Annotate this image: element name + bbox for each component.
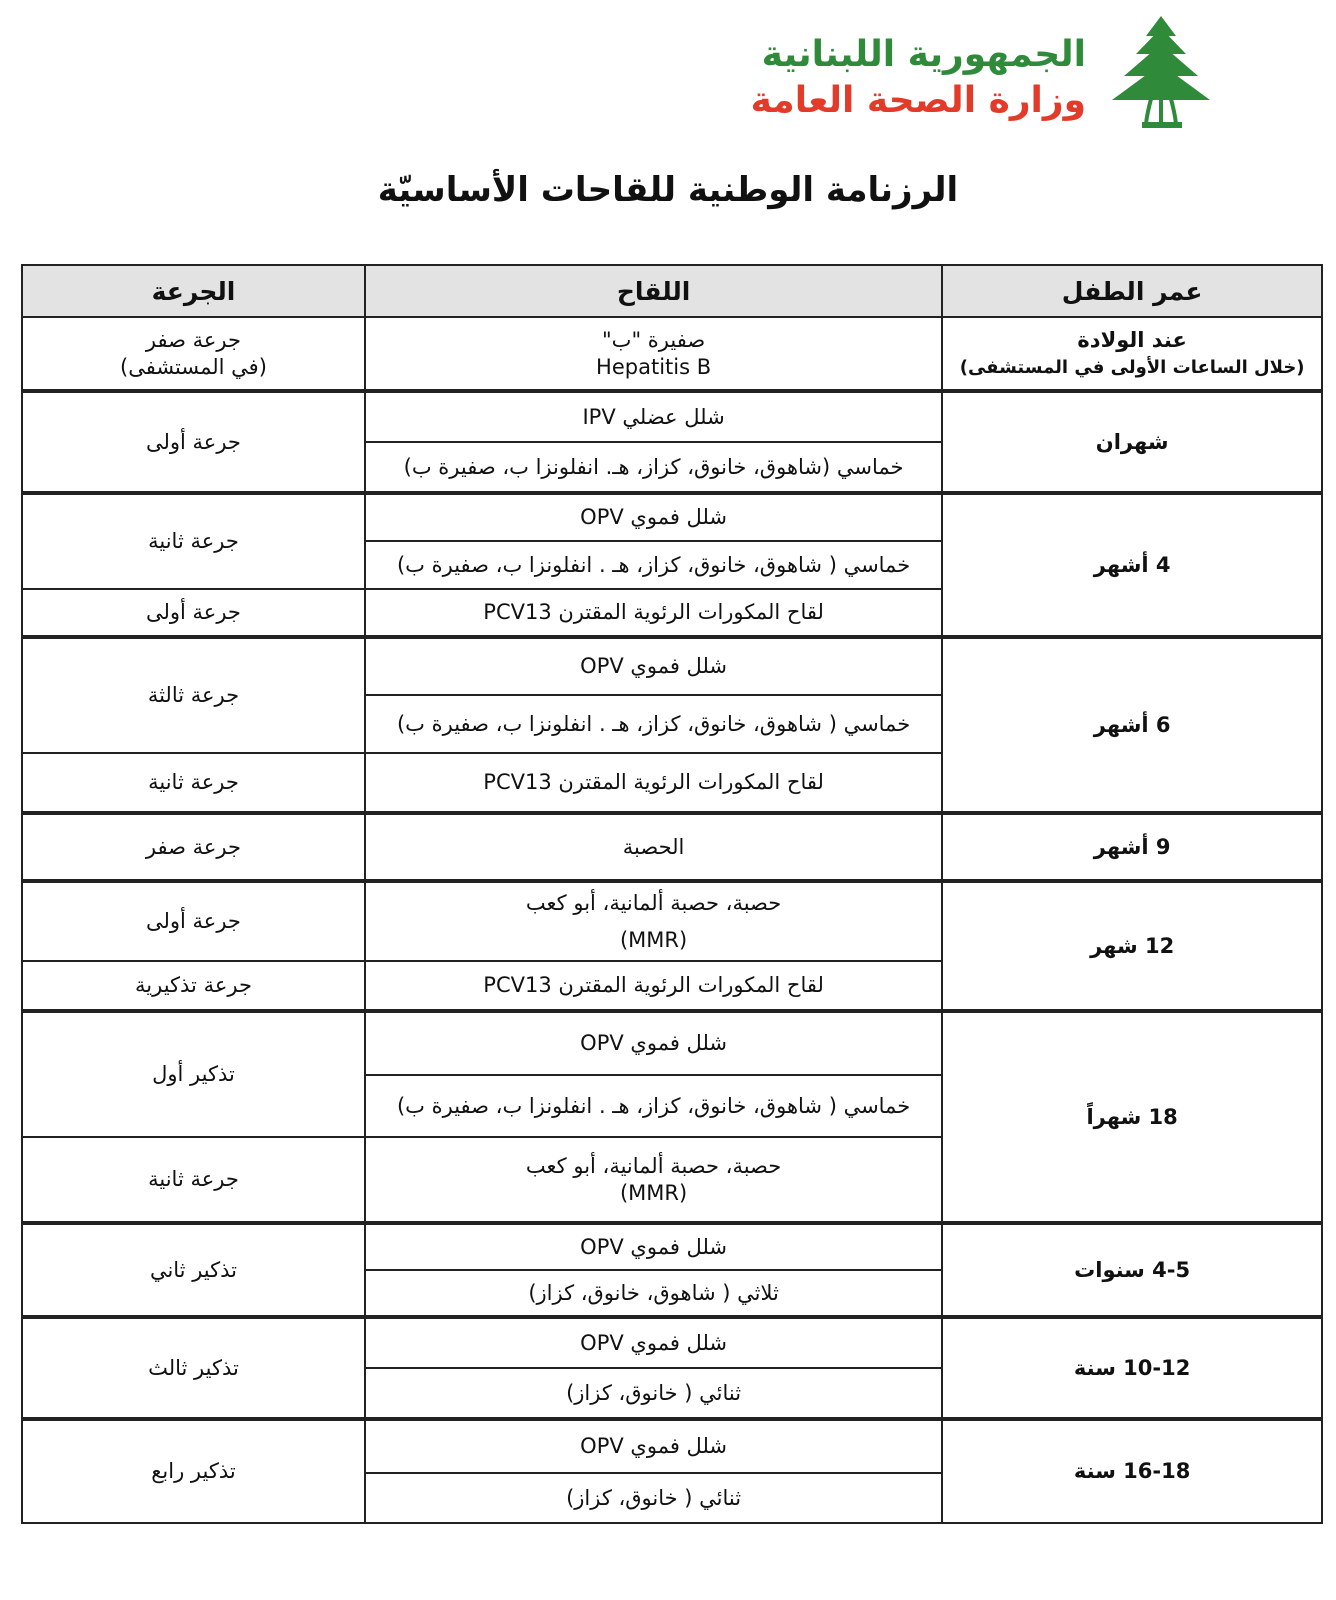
vaccine-cell: شلل فموي OPV [365,1317,942,1368]
age-cell: 9 أشهر [942,813,1322,881]
vaccine-cell: شلل فموي OPV [365,493,942,541]
age-cell [942,317,1322,391]
vaccine-cell: شلل فموي OPV [365,1011,942,1075]
age-cell: 6 أشهر [942,637,1322,813]
dose-cell: تذكير ثالث [22,1317,365,1419]
age-cell: 18 شهراً [942,1011,1322,1223]
age-label: عند الولادة [1077,327,1187,352]
dose-cell: جرعة أولى [22,881,365,961]
vaccine-label-en: (MMR) [619,927,688,952]
age-cell: 4 أشهر [942,493,1322,637]
dose-cell: جرعة أولى [22,391,365,493]
dose-cell: تذكير أول [22,1011,365,1137]
vaccine-label-en: (MMR) [619,1180,688,1205]
vaccine-cell: لقاح المكورات الرئوية المقترن PCV13 [365,753,942,813]
vaccine-cell: شلل فموي OPV [365,1419,942,1473]
table-row [22,881,1322,961]
dose-cell: جرعة ثانية [22,753,365,813]
dose-cell: جرعة تذكيرية [22,961,365,1011]
dose-cell: جرعة ثالثة [22,637,365,753]
vaccine-label: حصبة، حصبة ألمانية، أبو كعب [525,890,782,915]
table-row [22,391,1322,442]
vaccine-cell: شلل فموي OPV [365,1223,942,1270]
table-row [22,637,1322,695]
table-header-row [22,265,1322,317]
page-title: الرزنامة الوطنية للقاحات الأساسيّة [377,170,959,210]
vaccine-cell: الحصبة [365,813,942,881]
vaccine-cell: خماسي ( شاهوق، خانوق، كزاز، هـ . انفلونزا ب، صفيرة ب) [365,541,942,589]
age-cell: 10-12 سنة [942,1317,1322,1419]
vaccine-cell: ثنائي ( خانوق، كزاز) [365,1473,942,1523]
dose-cell: جرعة ثانية [22,493,365,589]
table-row [22,1011,1322,1075]
vaccination-schedule-table [21,264,1323,1524]
vaccine-cell: شلل فموي OPV [365,637,942,695]
age-cell: 4-5 سنوات [942,1223,1322,1317]
ministry-header [656,14,1216,134]
age-cell: 12 شهر [942,881,1322,1011]
header-vaccine: اللقاح [365,265,942,317]
table-row [22,1419,1322,1473]
vaccine-cell: خماسي ( شاهوق، خانوق، كزاز، هـ . انفلونزا ب، صفيرة ب) [365,1075,942,1137]
vaccine-cell: ثلاثي ( شاهوق، خانوق، كزاز) [365,1270,942,1317]
vaccine-cell [365,881,942,961]
header-age: عمر الطفل [942,265,1322,317]
dose-cell: جرعة ثانية [22,1137,365,1223]
vaccine-cell: لقاح المكورات الرئوية المقترن PCV13 [365,589,942,637]
vaccine-label: حصبة، حصبة ألمانية، أبو كعب [525,1153,782,1178]
vaccine-cell: خماسي ( شاهوق، خانوق، كزاز، هـ . انفلونزا ب، صفيرة ب) [365,695,942,753]
vaccine-label-en: Hepatitis B [596,354,712,379]
header-dose: الجرعة [22,265,365,317]
age-cell: شهران [942,391,1322,493]
republic-name: الجمهورية اللبنانية [761,34,1086,75]
dose-note: (في المستشفى) [120,354,267,379]
vaccine-label: صفيرة "ب" [602,327,706,352]
dose-label: جرعة صفر [145,327,241,352]
age-note: (خلال الساعات الأولى في المستشفى) [959,356,1305,378]
dose-cell: تذكير رابع [22,1419,365,1523]
table-row [22,1317,1322,1368]
ministry-name [751,32,1086,124]
vaccine-cell: خماسي (شاهوق، خانوق، كزاز، هـ. انفلونزا ب، صفيرة ب) [365,442,942,493]
dose-cell: تذكير ثاني [22,1223,365,1317]
vaccine-cell: لقاح المكورات الرئوية المقترن PCV13 [365,961,942,1011]
table-row [22,493,1322,541]
age-cell: 16-18 سنة [942,1419,1322,1523]
vaccine-cell [365,1137,942,1223]
table-row [22,1223,1322,1270]
vaccine-cell: ثنائي ( خانوق، كزاز) [365,1368,942,1419]
dose-cell: جرعة صفر [22,813,365,881]
dose-cell: جرعة أولى [22,589,365,637]
table-row [22,813,1322,881]
cedar-logo-icon [1106,14,1216,134]
vaccine-cell [365,317,942,391]
ministry-title: وزارة الصحة العامة [750,80,1086,121]
vaccine-cell: شلل عضلي IPV [365,391,942,442]
dose-cell [22,317,365,391]
table-row [22,317,1322,391]
